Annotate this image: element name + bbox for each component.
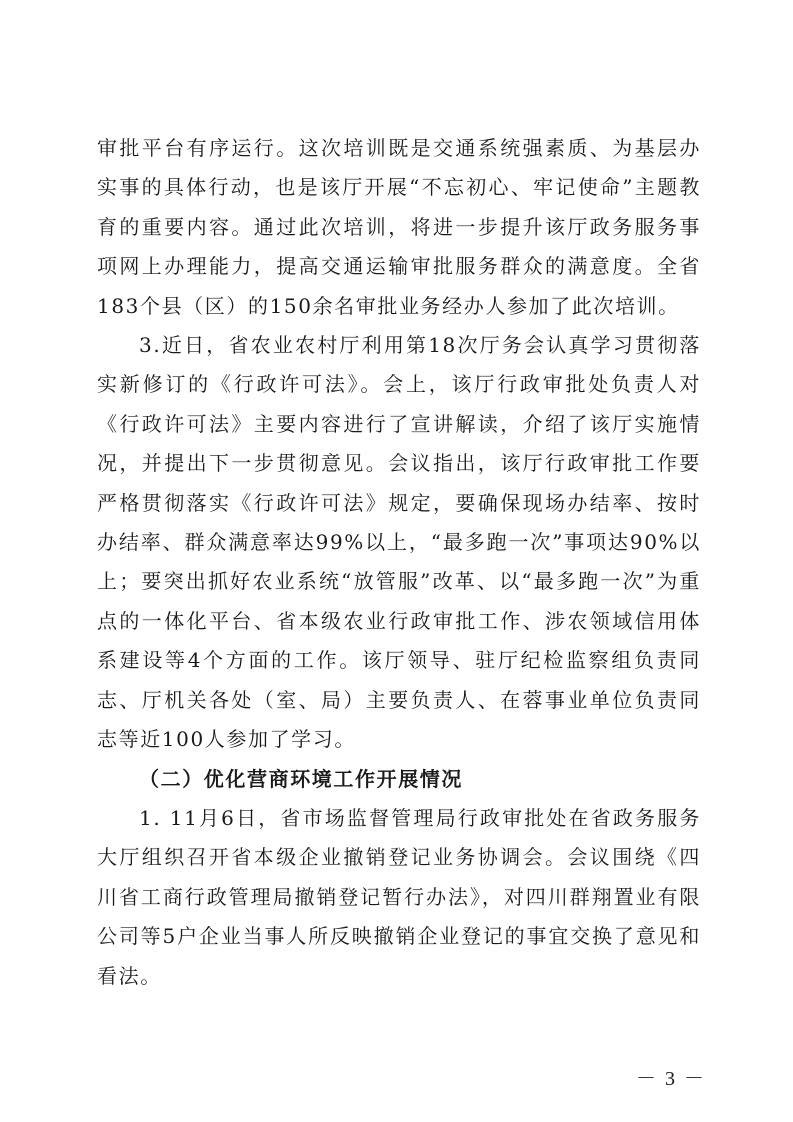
document-body — [97, 129, 701, 996]
section-heading: （二）优化营商环境工作开展情况 — [139, 766, 463, 791]
paragraph-training-continued: 审批平台有序运行。这次培训既是交通系统强素质、为基层办实事的具体行动，也是该厅开展“不忘初心、牢记使命”主题教育的重要内容。通过此次培训，将进一步提升该厅政务服务事项网上办理能力，提高交通运输审批服务群众的满意度。全省183个县（区）的150余名审批业务经办人参加了此次培训。 — [97, 136, 701, 318]
paragraph-market-supervision: 1. 11月6日，省市场监督管理局行政审批处在省政务服务大厅组织召开省本级企业撤销登记业务协调会。会议围绕《四川省工商行政管理局撤销登记暂行办法》，对四川群翔置业有限公司等5户企业当事人所反映撤销企业登记的事宜交换了意见和看法。 — [97, 805, 701, 988]
paragraph-agriculture-department: 3.近日，省农业农村厅利用第18次厅务会认真学习贯彻落实新修订的《行政许可法》。会上，该厅行政审批处负责人对《行政许可法》主要内容进行了宣讲解读，介绍了该厅实施情况，并提出下一步贯彻意见。会议指出，该厅行政审批工作要严格贯彻落实《行政许可法》规定，要确保现场办结率、按时办结率、群众满意率达99%以上，“最多跑一次”事项达90%以上；要突出抓好农业系统“放管服”改革、以“最多跑一次”为重点的一体化平台、省本级农业行政审批工作、涉农领域信用体系建设等4个方面的工作。该厅领导、驻厅纪检监察组负责同志、厅机关各处（室、局）主要负责人、在蓉事业单位负责同志等近100人参加了学习。 — [97, 333, 701, 752]
page-number: － 3 － — [636, 1068, 706, 1090]
